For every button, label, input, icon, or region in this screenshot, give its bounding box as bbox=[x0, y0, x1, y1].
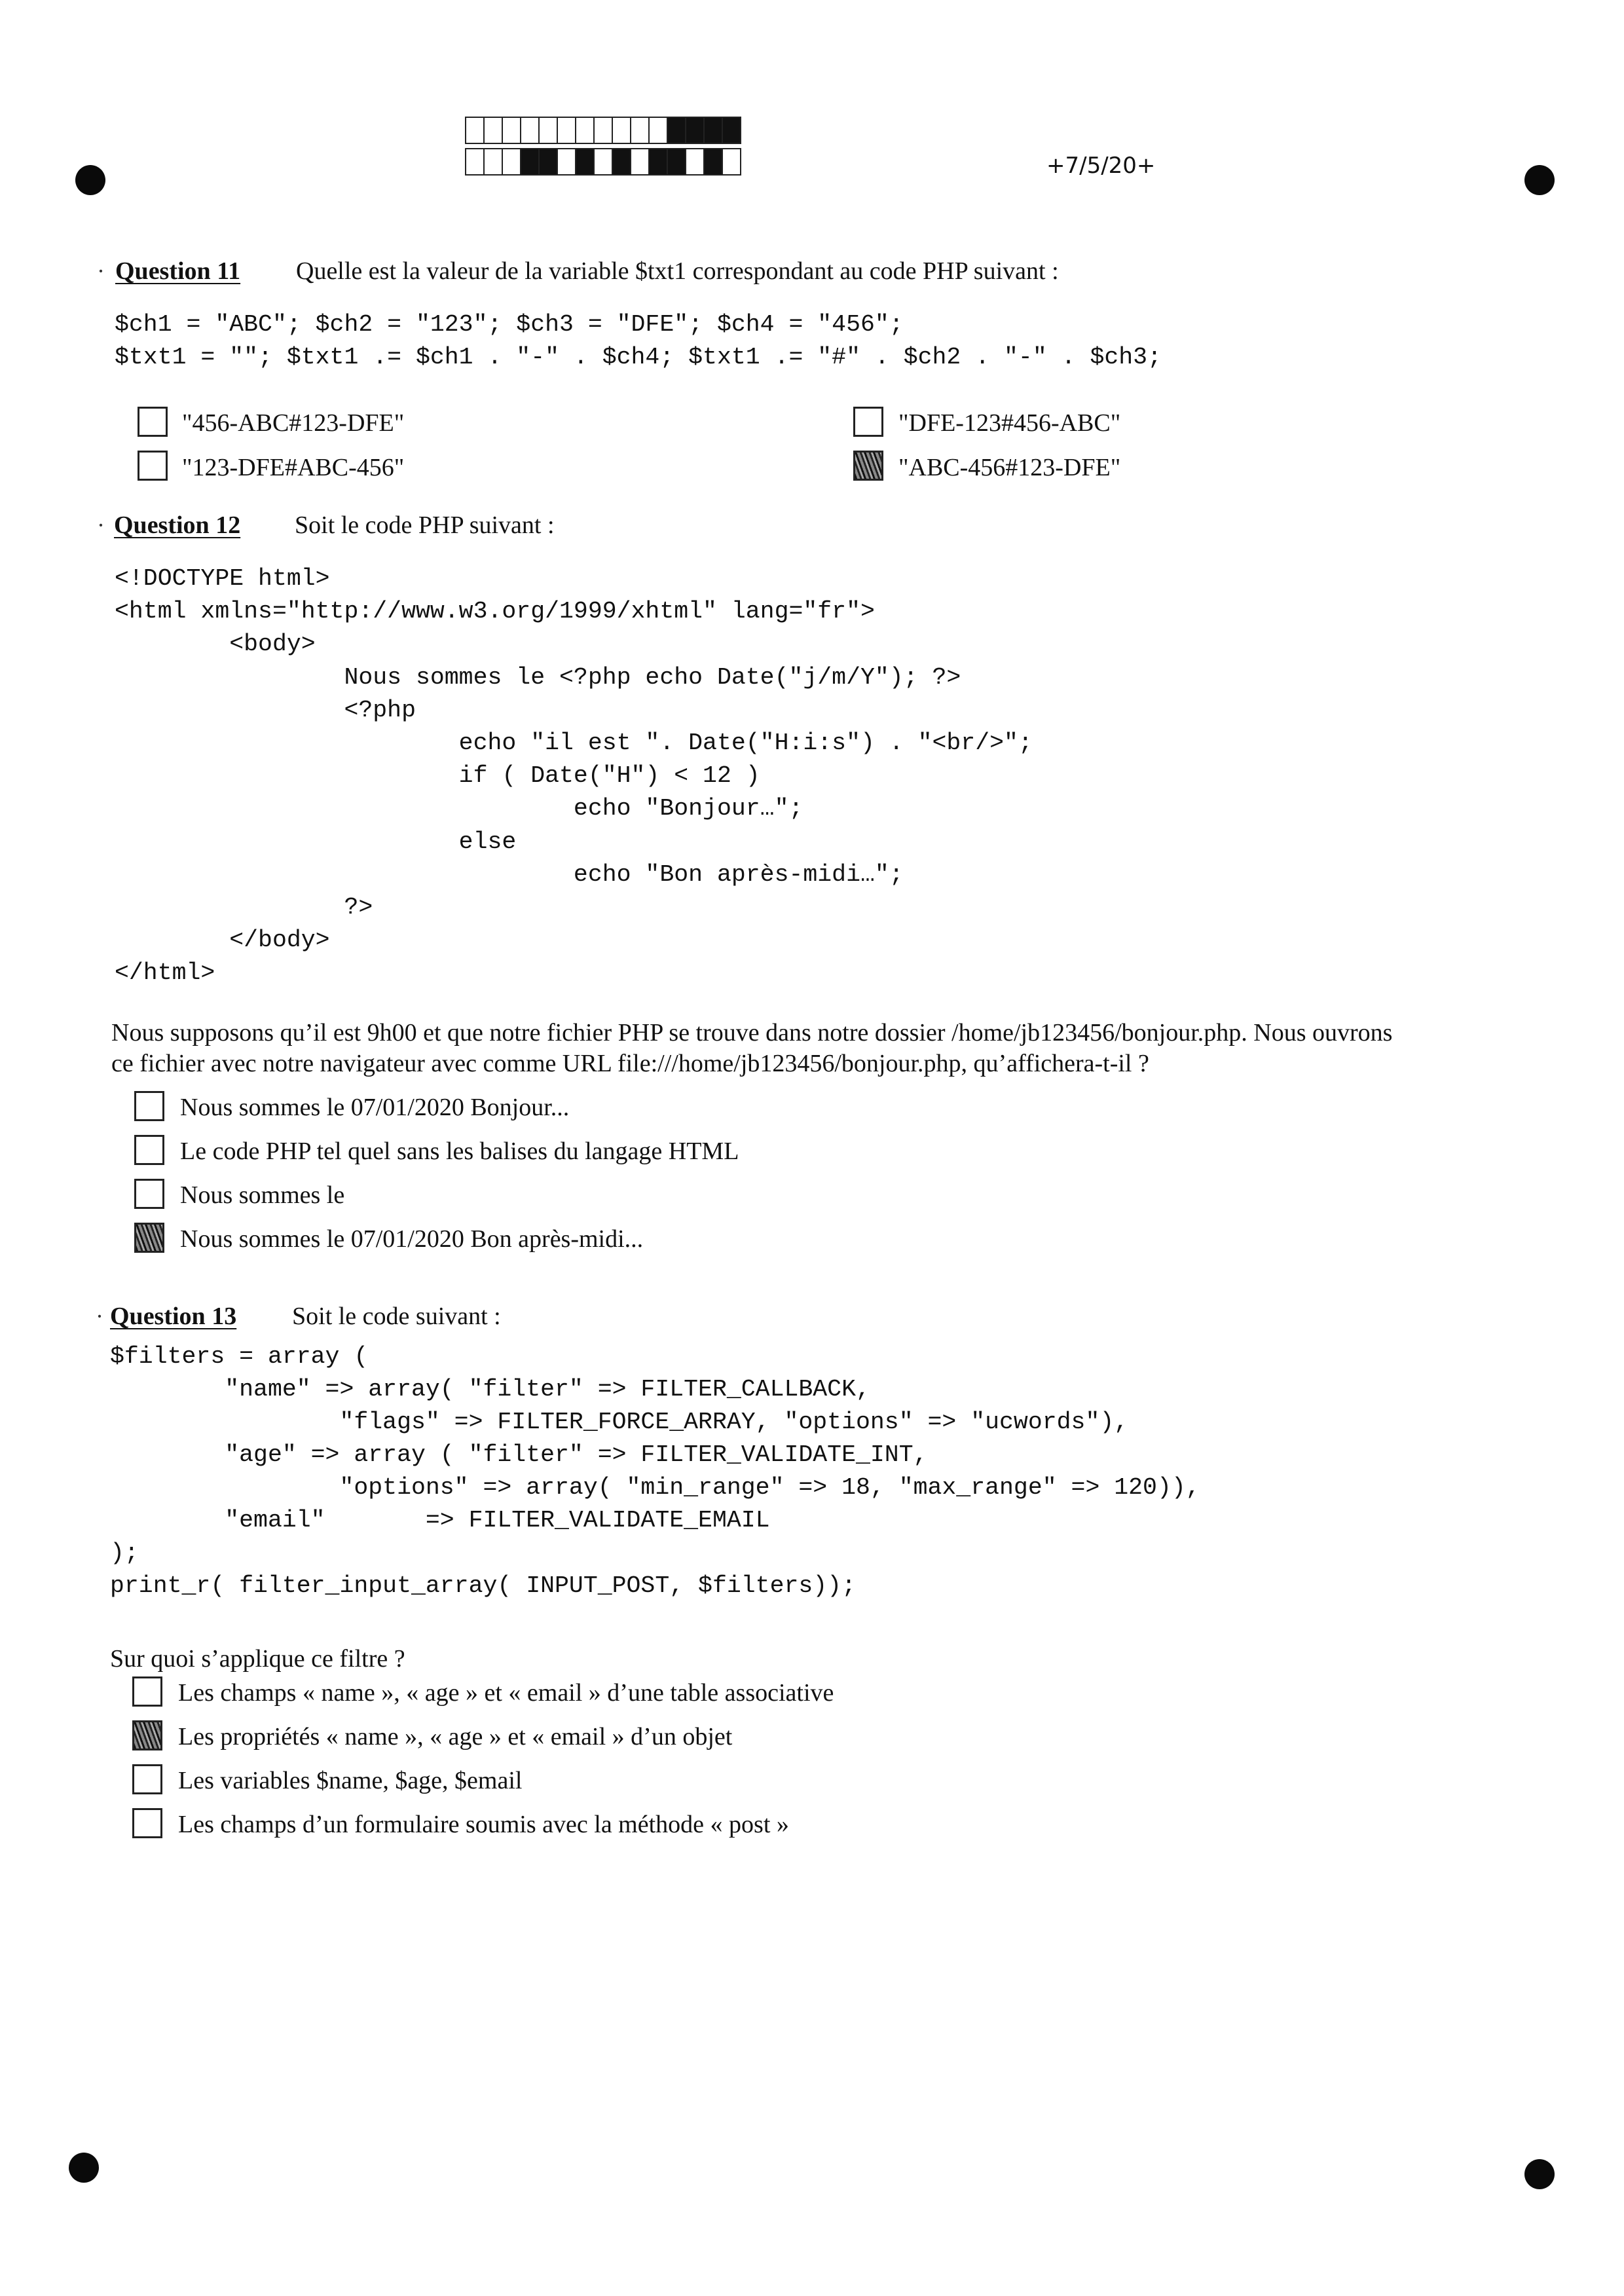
code-line: $filters = array ( bbox=[110, 1343, 369, 1370]
barcode-cell bbox=[557, 117, 576, 144]
code-line: echo "Bonjour…"; bbox=[115, 795, 803, 823]
registration-dot-top-right bbox=[1524, 165, 1555, 195]
barcode-cell bbox=[538, 117, 558, 144]
code-line: ?> bbox=[115, 894, 373, 921]
barcode-cell bbox=[520, 148, 540, 176]
q13-prompt: Soit le code suivant : bbox=[292, 1303, 501, 1330]
q12-paragraph-line-1: Nous supposons qu’il est 9h00 et que notre fichier PHP se trouve dans notre dossier /home/jb123456/bonjour.php. Nous ouvrons bbox=[111, 1019, 1393, 1046]
q11-header bbox=[115, 259, 240, 284]
code-line: "flags" => FILTER_FORCE_ARRAY, "options" => "ucwords"), bbox=[110, 1409, 1129, 1435]
code-line: "email" => FILTER_VALIDATE_EMAIL bbox=[110, 1507, 770, 1534]
q13-header bbox=[110, 1304, 236, 1329]
barcode-cell bbox=[667, 148, 686, 176]
barcode-cell bbox=[502, 148, 521, 176]
q12-paragraph bbox=[111, 1018, 1565, 1079]
code-line: echo "Bon après-midi…"; bbox=[115, 861, 904, 888]
barcode-cell bbox=[648, 148, 668, 176]
code-line: "options" => array( "min_range" => 18, "max_range" => 120)), bbox=[110, 1474, 1200, 1501]
page-code: +7/5/20+ bbox=[1046, 153, 1156, 179]
barcode-cell bbox=[593, 148, 613, 176]
code-line: <?php bbox=[115, 696, 416, 724]
barcode-cell bbox=[703, 148, 723, 176]
q11-prompt: Quelle est la valeur de la variable $txt1 correspondant au code PHP suivant : bbox=[296, 257, 1059, 285]
barcode-cell bbox=[722, 117, 741, 144]
code-line: ); bbox=[110, 1540, 139, 1566]
barcode-cell bbox=[612, 148, 631, 176]
code-line: print_r( filter_input_array( INPUT_POST, $filters)); bbox=[110, 1572, 856, 1599]
q12-option-4-label: Nous sommes le 07/01/2020 Bon après-midi... bbox=[180, 1225, 644, 1253]
code-line: <!DOCTYPE html> bbox=[115, 565, 330, 592]
q11-option-2-label: "DFE-123#456-ABC" bbox=[898, 409, 1121, 437]
barcode-cell bbox=[465, 117, 485, 144]
q11-label: Question 11 bbox=[115, 257, 241, 285]
q12-option-2-label: Le code PHP tel quel sans les balises du langage HTML bbox=[180, 1138, 739, 1165]
barcode-cell bbox=[538, 148, 558, 176]
margin-mark: · bbox=[96, 1303, 103, 1329]
registration-dot-top-left bbox=[75, 165, 105, 195]
code-line: <html xmlns="http://www.w3.org/1999/xhtml" lang="fr"> bbox=[115, 598, 875, 625]
q11-option-4-label: "ABC-456#123-DFE" bbox=[898, 454, 1121, 481]
barcode-row-1 bbox=[465, 117, 740, 144]
barcode-cell bbox=[685, 148, 705, 176]
registration-dot-bottom-left bbox=[69, 2153, 99, 2183]
q11-option-3-label: "123-DFE#ABC-456" bbox=[182, 454, 405, 481]
code-line: </body> bbox=[115, 927, 330, 954]
barcode-cell bbox=[520, 117, 540, 144]
q11-code-line-2: $txt1 = ""; $txt1 .= $ch1 . "-" . $ch4; $txt1 .= "#" . $ch2 . "-" . $ch3; bbox=[115, 344, 1162, 371]
q13-option-2-label: Les propriétés « name », « age » et « email » d’un objet bbox=[178, 1723, 733, 1750]
code-line: Nous sommes le <?php echo Date("j/m/Y"); ?> bbox=[115, 663, 961, 691]
barcode-cell bbox=[667, 117, 686, 144]
margin-mark: · bbox=[97, 512, 105, 538]
barcode-row-2 bbox=[465, 148, 740, 176]
q12-option-4-checkbox[interactable] bbox=[134, 1223, 164, 1253]
code-line: "age" => array ( "filter" => FILTER_VALIDATE_INT, bbox=[110, 1441, 928, 1468]
q13-option-3-label: Les variables $name, $age, $email bbox=[178, 1767, 523, 1794]
q12-prompt: Soit le code PHP suivant : bbox=[295, 511, 555, 539]
q13-option-2-checkbox[interactable] bbox=[132, 1720, 162, 1750]
q13-option-1-checkbox[interactable] bbox=[132, 1676, 162, 1707]
q12-option-1-label: Nous sommes le 07/01/2020 Bonjour... bbox=[180, 1094, 570, 1121]
q12-option-1-checkbox[interactable] bbox=[134, 1091, 164, 1121]
q11-option-4-checkbox[interactable] bbox=[853, 451, 883, 481]
q13-question: Sur quoi s’applique ce filtre ? bbox=[110, 1645, 405, 1673]
code-line: echo "il est ". Date("H:i:s") . "<br/>"; bbox=[115, 730, 1033, 756]
barcode-cell bbox=[465, 148, 485, 176]
barcode-cell bbox=[483, 148, 503, 176]
q12-option-2-checkbox[interactable] bbox=[134, 1135, 164, 1165]
margin-mark: · bbox=[97, 258, 105, 284]
barcode-cell bbox=[483, 117, 503, 144]
q12-option-3-label: Nous sommes le bbox=[180, 1181, 345, 1209]
barcode-cell bbox=[648, 117, 668, 144]
q11-option-2-checkbox[interactable] bbox=[853, 407, 883, 437]
registration-dot-bottom-right bbox=[1524, 2159, 1555, 2189]
code-line: else bbox=[115, 828, 517, 855]
q11-option-1-label: "456-ABC#123-DFE" bbox=[182, 409, 405, 437]
code-line: <body> bbox=[115, 631, 316, 658]
barcode-cell bbox=[557, 148, 576, 176]
q13-label: Question 13 bbox=[110, 1303, 237, 1330]
q13-option-1-label: Les champs « name », « age » et « email » d’une table associative bbox=[178, 1679, 834, 1707]
q12-paragraph-line-2: ce fichier avec notre navigateur avec comme URL file:///home/jb123456/bonjour.php, qu’affichera-t-il ? bbox=[111, 1050, 1149, 1077]
barcode-cell bbox=[593, 117, 613, 144]
barcode-cell bbox=[502, 117, 521, 144]
barcode-cell bbox=[575, 148, 595, 176]
code-line: "name" => array( "filter" => FILTER_CALLBACK, bbox=[110, 1376, 870, 1403]
q11-option-3-checkbox[interactable] bbox=[138, 451, 168, 481]
barcode-cell bbox=[685, 117, 705, 144]
q12-label: Question 12 bbox=[114, 511, 241, 539]
q13-option-3-checkbox[interactable] bbox=[132, 1764, 162, 1794]
q11-code-line-1: $ch1 = "ABC"; $ch2 = "123"; $ch3 = "DFE"; $ch4 = "456"; bbox=[115, 311, 904, 338]
barcode-cell bbox=[612, 117, 631, 144]
barcode-cell bbox=[722, 148, 741, 176]
code-line: if ( Date("H") < 12 ) bbox=[115, 762, 760, 790]
q12-header bbox=[114, 513, 240, 538]
q13-option-4-label: Les champs d’un formulaire soumis avec la méthode « post » bbox=[178, 1811, 789, 1838]
q12-option-3-checkbox[interactable] bbox=[134, 1179, 164, 1209]
barcode-cell bbox=[630, 117, 650, 144]
barcode-cell bbox=[575, 117, 595, 144]
barcode-cell bbox=[703, 117, 723, 144]
q13-option-4-checkbox[interactable] bbox=[132, 1808, 162, 1838]
code-line: </html> bbox=[115, 959, 215, 987]
barcode-cell bbox=[630, 148, 650, 176]
q11-option-1-checkbox[interactable] bbox=[138, 407, 168, 437]
